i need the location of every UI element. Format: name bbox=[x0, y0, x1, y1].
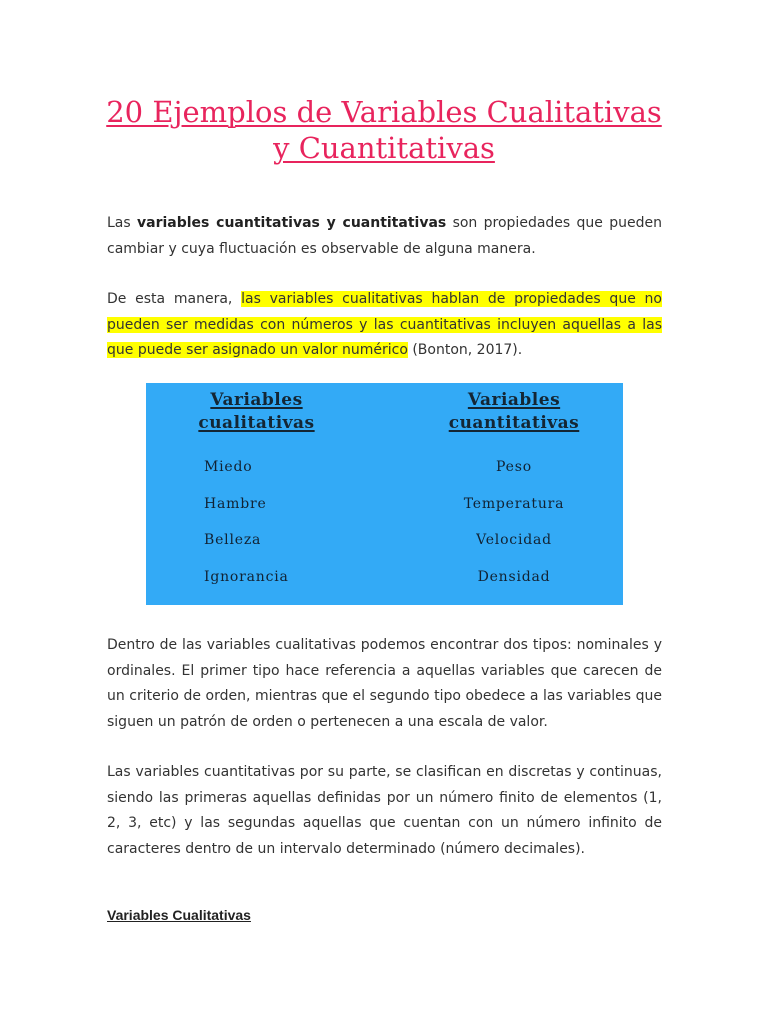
highlighted-definition: las variables cualitativas hablan de propiedades que no pueden ser medidas con números y las cuantitativas incluyen aquellas a las que puede ser asignado un valor numérico bbox=[107, 291, 662, 358]
qualitative-column bbox=[164, 389, 349, 585]
quantitative-column bbox=[414, 389, 614, 585]
quantitative-item: Peso bbox=[496, 459, 532, 475]
definition-paragraph bbox=[107, 287, 662, 364]
quantitative-item: Densidad bbox=[477, 569, 551, 585]
qualitative-item: Miedo bbox=[204, 459, 253, 475]
section-subheading: Variables Cualitativas bbox=[107, 907, 251, 923]
variables-comparison-table bbox=[146, 383, 623, 605]
intro-paragraph bbox=[107, 211, 662, 262]
intro-text-start: Las bbox=[107, 215, 138, 231]
quantitative-item: Velocidad bbox=[476, 532, 552, 548]
qualitative-heading: Variables cualitativas bbox=[198, 390, 315, 433]
qualitative-item: Ignorancia bbox=[204, 569, 289, 585]
quantitative-heading: Variables cuantitativas bbox=[448, 390, 580, 433]
qualitative-types-paragraph: Dentro de las variables cualitativas podemos encontrar dos tipos: nominales y ordinales. El primer tipo hace referencia a aquellas variables que carecen de un criterio de orden, mientras que el segundo tipo obedece a las variables que siguen un patrón de orden o pertenecen a una escala de valor. bbox=[107, 637, 662, 730]
quantitative-item: Temperatura bbox=[463, 496, 565, 512]
qualitative-item: Belleza bbox=[204, 532, 262, 548]
intro-text-end: son propiedades que pueden cambiar y cuya fluctuación es observable de alguna manera. bbox=[107, 215, 662, 257]
qualitative-item: Hambre bbox=[204, 496, 267, 512]
citation-text: (Bonton, 2017). bbox=[407, 342, 523, 358]
definition-text-start: De esta manera, bbox=[107, 291, 242, 307]
page-title bbox=[100, 94, 668, 166]
page-title-text: 20 Ejemplos de Variables Cualitativas y Cuantitativas bbox=[106, 95, 662, 165]
quantitative-types-paragraph: Las variables cuantitativas por su parte, se clasifican en discretas y continuas, siendo las primeras aquellas definidas por un número finito de elementos (1, 2, 3, etc) y las segundas aquellas que cuentan con un número infinito de caracteres dentro de un intervalo determinado (número decimales). bbox=[107, 764, 662, 857]
intro-bold-text: variables cuantitativas y cuantitativas bbox=[137, 215, 447, 231]
